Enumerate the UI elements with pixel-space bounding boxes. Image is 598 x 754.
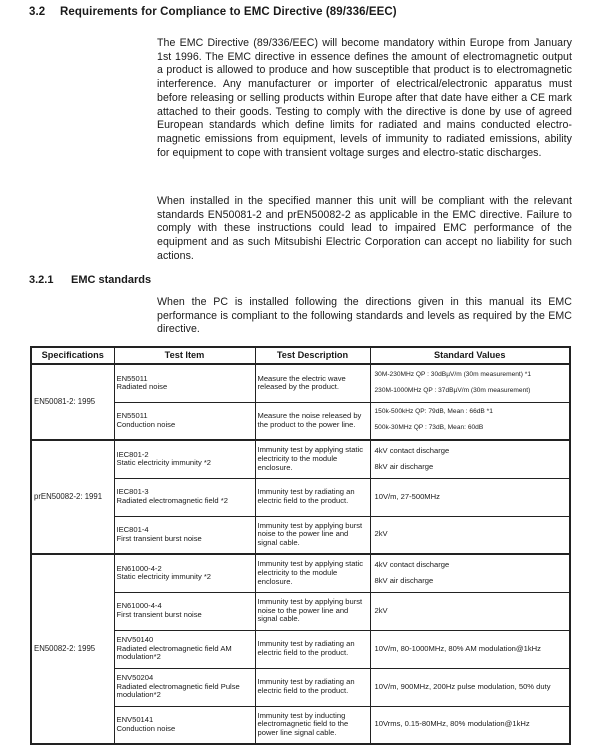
standard-value: 10V/m, 80-1000MHz, 80% AM modulation@1kHz bbox=[374, 643, 541, 653]
test-item-cell bbox=[114, 630, 255, 668]
test-item-name: Static electricity immunity *2 bbox=[116, 572, 212, 582]
standard-values-cell bbox=[370, 668, 570, 706]
header-test-description: Test Description bbox=[255, 347, 370, 364]
test-item-cell bbox=[114, 706, 255, 744]
test-item-code: IEC801-2 bbox=[116, 449, 149, 459]
test-description-cell: Immunity test by radiating an electric field to the product. bbox=[255, 630, 370, 668]
test-item-name: First transient burst noise bbox=[116, 533, 202, 543]
standard-values-cell bbox=[370, 478, 570, 516]
test-item-cell bbox=[114, 668, 255, 706]
standard-value: 10V/m, 900MHz, 200Hz pulse modulation, 50% duty bbox=[374, 681, 551, 691]
section-title: Requirements for Compliance to EMC Directive (89/336/EEC) bbox=[60, 6, 397, 18]
table-header-row bbox=[31, 347, 570, 364]
table-row bbox=[31, 364, 570, 402]
test-item-name: Conduction noise bbox=[116, 419, 176, 429]
standard-value: 500k-30MHz QP : 73dB, Mean: 60dB bbox=[374, 424, 484, 432]
standard-value: 10Vrms, 0.15-80MHz, 80% modulation@1kHz bbox=[374, 719, 530, 729]
header-specifications: Specifications bbox=[31, 347, 114, 364]
standard-values-cell bbox=[370, 630, 570, 668]
test-item-code: ENV50141 bbox=[116, 715, 154, 725]
test-description-cell: Immunity test by inducting electromagnetic field to the power line signal cable. bbox=[255, 706, 370, 744]
test-item-code: EN55011 bbox=[116, 411, 148, 421]
test-item-code: EN61000-4-2 bbox=[116, 563, 162, 573]
header-test-item: Test Item bbox=[114, 347, 255, 364]
test-description-cell: Immunity test by applying static electricity to the module enclosure. bbox=[255, 554, 370, 592]
table-row bbox=[31, 554, 570, 592]
standard-values-cell bbox=[370, 516, 570, 554]
emc-standards-table bbox=[30, 346, 571, 745]
spec-cell: EN50082-2: 1995 bbox=[31, 554, 114, 744]
subsection-heading bbox=[29, 274, 151, 286]
test-item-name: First transient burst noise bbox=[116, 610, 202, 619]
test-item-name: Conduction noise bbox=[116, 723, 176, 733]
test-item-name: Radiated noise bbox=[116, 382, 168, 392]
test-description-cell: Immunity test by applying static electricity to the module enclosure. bbox=[255, 440, 370, 478]
standard-value: 8kV air discharge bbox=[374, 461, 434, 471]
table-row bbox=[31, 440, 570, 478]
test-item-code: IEC801-3 bbox=[116, 487, 149, 497]
test-item-code: ENV50140 bbox=[116, 635, 154, 645]
standard-values-cell bbox=[370, 554, 570, 592]
standard-value: 30M-230MHz QP : 30dBµV/m (30m measurement) *1 bbox=[374, 370, 531, 378]
test-description-cell: Measure the electric wave released by the product. bbox=[255, 364, 370, 402]
standard-value: 230M-1000MHz QP : 37dBµV/m (30m measurement) bbox=[374, 386, 531, 394]
standard-value: 4kV contact discharge bbox=[374, 445, 450, 455]
standard-value: 2kV bbox=[374, 605, 388, 615]
test-item-code: ENV50204 bbox=[116, 673, 154, 683]
test-description-cell: Measure the noise released by the product to the power line. bbox=[255, 402, 370, 440]
test-description-cell: Immunity test by applying burst noise to the power line and signal cable. bbox=[255, 592, 370, 630]
spec-cell: prEN50082-2: 1991 bbox=[31, 440, 114, 554]
test-item-code: IEC801-4 bbox=[116, 525, 149, 535]
section-number: 3.2 bbox=[29, 6, 46, 18]
subsection-title: EMC standards bbox=[71, 274, 152, 286]
standard-values-cell bbox=[370, 592, 570, 630]
test-item-name: Radiated electromagnetic field Pulse modulation*2 bbox=[116, 681, 240, 700]
standard-values-cell bbox=[370, 364, 570, 402]
standard-value: 8kV air discharge bbox=[374, 575, 434, 585]
test-item-name: Radiated electromagnetic field AM modulation*2 bbox=[116, 643, 232, 662]
test-item-name: Radiated electromagnetic field *2 bbox=[116, 496, 228, 505]
standards-intro-paragraph: When the PC is installed following the directions given in this manual its EMC performance is compliant to the following standards and levels as required by the EMC directive. bbox=[157, 296, 572, 336]
spec-cell: EN50081-2: 1995 bbox=[31, 364, 114, 440]
emc-directive-paragraph: The EMC Directive (89/336/EEC) will become mandatory within Europe from January 1st 1996. The EMC directive in essence defines the amount of electromagnetic output a product is allowed to produce and how susceptible that product is to electromagnetic interference. Any manufacturer or importer of electrical/electronic apparatus must before releasing or selling products within Europe after that date have either a CE mark attached to their goods. Testing to comply with the directive is done by use of agreed European standards which define limits for radiated and mains conducted electro-magnetic emissions from equipment, levels of immunity to radiated emissions, ability for equipment to cope with transient voltage surges and electro-static discharges. bbox=[157, 37, 572, 159]
test-description-cell: Immunity test by radiating an electric field to the product. bbox=[255, 668, 370, 706]
standard-values-cell bbox=[370, 706, 570, 744]
test-item-cell bbox=[114, 554, 255, 592]
compliance-paragraph: When installed in the specified manner this unit will be compliant with the relevant standards EN50081-2 and prEN50082-2 as applicable in the EMC directive. Failure to comply with these instructions could lead to impaired EMC performance of the equipment and as such Mitsubishi Electric Corporation can accept no liability for such actions. bbox=[157, 195, 572, 262]
test-description-cell: Immunity test by applying burst noise to the power line and signal cable. bbox=[255, 516, 370, 554]
subsection-number: 3.2.1 bbox=[29, 274, 54, 286]
test-item-cell bbox=[114, 516, 255, 554]
test-item-cell bbox=[114, 478, 255, 516]
test-item-cell bbox=[114, 592, 255, 630]
test-description-cell: Immunity test by radiating an electric field to the product. bbox=[255, 478, 370, 516]
standard-value: 150k-500kHz QP: 79dB, Mean : 66dB *1 bbox=[374, 408, 493, 416]
test-item-code: EN55011 bbox=[116, 373, 148, 383]
standard-value: 2kV bbox=[374, 529, 388, 539]
standard-values-cell bbox=[370, 402, 570, 440]
test-item-cell bbox=[114, 402, 255, 440]
standard-value: 10V/m, 27-500MHz bbox=[374, 491, 440, 501]
section-heading bbox=[29, 6, 397, 18]
test-item-code: EN61000-4-4 bbox=[116, 601, 162, 611]
standard-value: 4kV contact discharge bbox=[374, 559, 450, 569]
test-item-cell bbox=[114, 364, 255, 402]
test-item-name: Static electricity immunity *2 bbox=[116, 458, 212, 468]
test-item-cell bbox=[114, 440, 255, 478]
header-standard-values: Standard Values bbox=[370, 347, 570, 364]
standard-values-cell bbox=[370, 440, 570, 478]
